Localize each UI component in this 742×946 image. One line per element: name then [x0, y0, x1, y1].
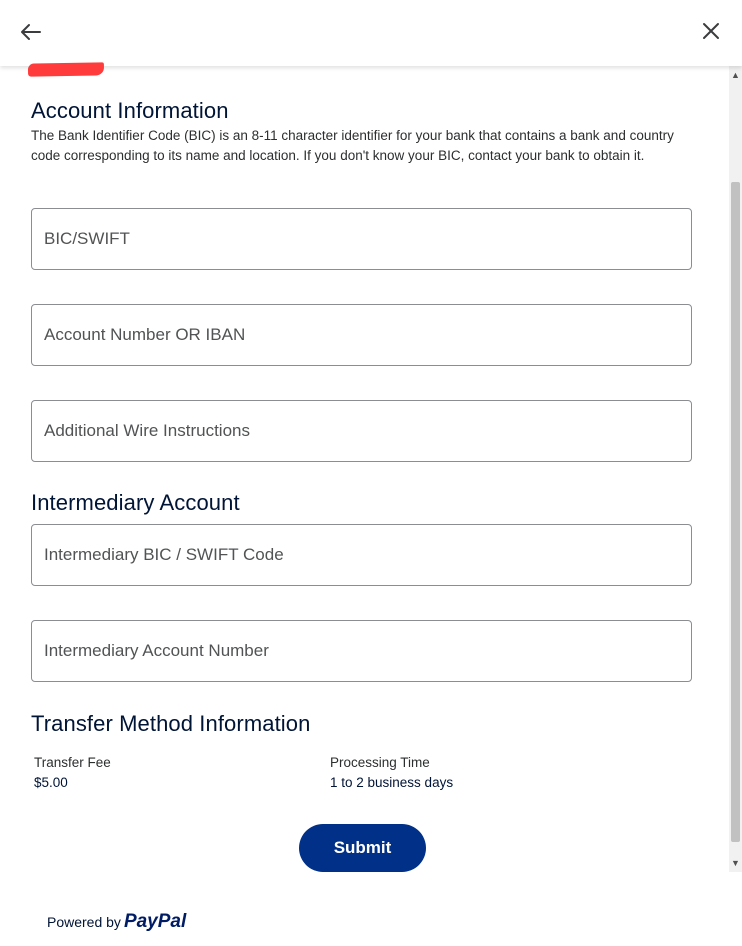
wire-instructions-input[interactable]: [32, 401, 691, 461]
scroll-down-icon[interactable]: ▼: [731, 858, 740, 868]
arrow-left-icon: [18, 19, 44, 45]
processing-time-label: Processing Time: [330, 755, 430, 770]
account-number-input[interactable]: [32, 305, 691, 365]
wire-instructions-field[interactable]: [31, 400, 692, 462]
scrollbar[interactable]: [729, 66, 742, 872]
account-information-heading: Account Information: [31, 98, 229, 123]
close-button[interactable]: [699, 19, 723, 43]
powered-by-text: Powered by: [47, 914, 121, 930]
intermediary-account-heading: Intermediary Account: [31, 490, 240, 515]
account-number-field[interactable]: [31, 304, 692, 366]
transfer-method-heading: Transfer Method Information: [31, 711, 311, 736]
paypal-logo: PayPal: [123, 911, 187, 932]
transfer-fee-label: Transfer Fee: [34, 755, 111, 770]
scroll-thumb[interactable]: [731, 182, 740, 842]
bic-swift-input[interactable]: [32, 209, 691, 269]
scroll-up-icon[interactable]: ▲: [731, 70, 740, 80]
modal-header: [0, 0, 742, 66]
redaction-mark: [28, 62, 104, 76]
intermediary-bic-input[interactable]: [32, 525, 691, 585]
powered-by-paypal: [47, 911, 186, 933]
transfer-fee-value: $5.00: [34, 775, 68, 790]
bic-swift-field[interactable]: [31, 208, 692, 270]
back-button[interactable]: [18, 19, 44, 45]
close-icon: [699, 19, 723, 43]
bic-description: The Bank Identifier Code (BIC) is an 8-11 character identifier for your bank that contains a bank and country code corresponding to its name and location. If you don't know your BIC, contact your bank to obtain it.: [31, 128, 674, 163]
processing-time-value: 1 to 2 business days: [330, 775, 454, 790]
form-content: [0, 66, 742, 946]
intermediary-bic-field[interactable]: [31, 524, 692, 586]
intermediary-account-input[interactable]: [32, 621, 691, 681]
intermediary-account-field[interactable]: [31, 620, 692, 682]
submit-button[interactable]: Submit: [299, 824, 426, 872]
